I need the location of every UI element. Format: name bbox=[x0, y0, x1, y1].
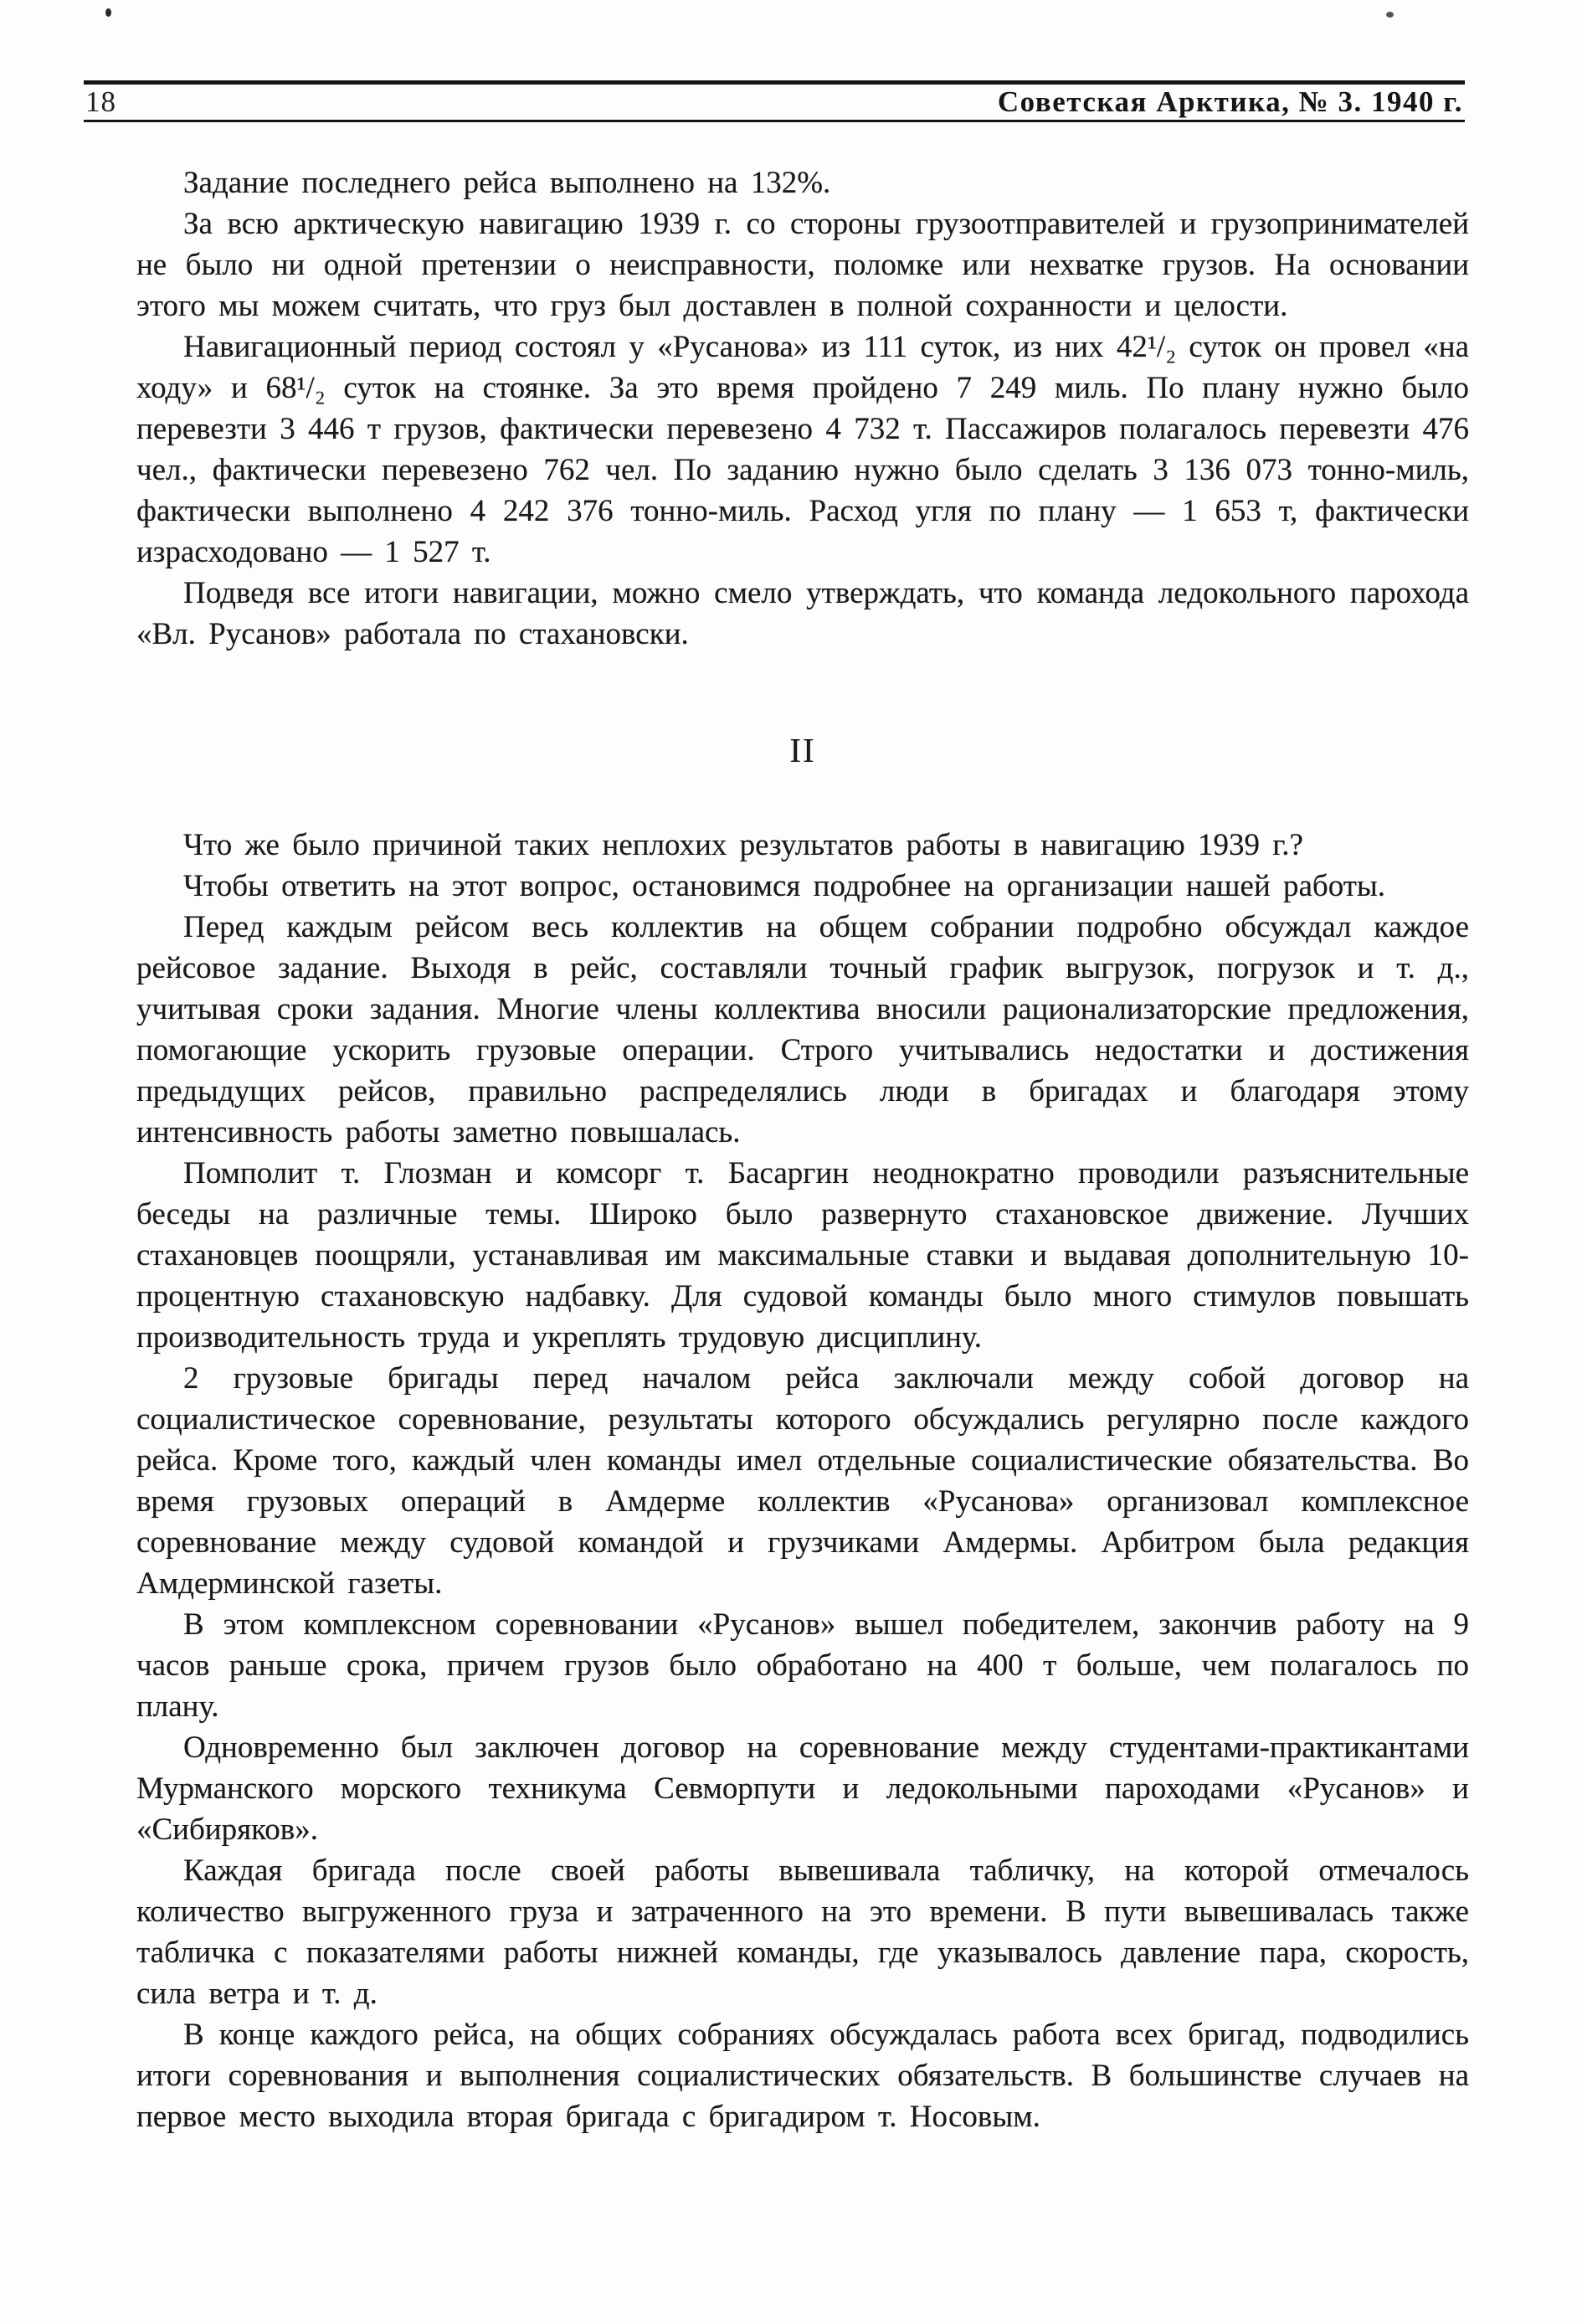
paragraph: Каждая бригада после своей работы вывешивала табличку, на которой отмечалось количество выгруженного груза и затраченного на это времени. В пути вывешивалась также табличка с показателями работы нижней команды, где указывалось давление пара, скорость, сила ветра и т. д. bbox=[136, 1854, 1469, 2011]
section-heading: II bbox=[789, 731, 816, 769]
article-body bbox=[136, 162, 1469, 2137]
paragraph: Навигационный период состоял у «Русанова» из 111 суток, из них 42¹/₂ суток он провел «на ходу» и 68¹/₂ суток на стоянке. За это время пройдено 7 249 миль. По плану нужно было перевезти 3 446 т грузов, фактически перевезено 4 732 т. Пассажиров полагалось перевезти 476 чел., фактически перевезено 762 чел. По заданию нужно было сделать 3 136 073 тонно-миль, фактически выполнено 4 242 376 тонно-миль. Расход угля по плану — 1 653 т, фактически израсходовано — 1 527 т. bbox=[136, 330, 1469, 569]
paragraph: В этом комплексном соревновании «Русанов» вышел победителем, закончив работу на 9 часов раньше срока, причем грузов было обработано на 400 т больше, чем полагалось по плану. bbox=[136, 1607, 1469, 1724]
scan-artifact bbox=[105, 8, 111, 17]
paragraph: Помполит т. Глозман и комсорг т. Басаргин неоднократно проводили разъяснительные беседы на различные темы. Широко было развернуто стахановское движение. Лучших стахановцев поощряли, устанавливая им максимальные ставки и выдавая дополнительную 10-процентную стахановскую надбавку. Для судовой команды было много стимулов повышать производительность труда и укреплять трудовую дисциплину. bbox=[136, 1156, 1469, 1355]
paragraph: Перед каждым рейсом весь коллектив на общем собрании подробно обсуждал каждое рейсовое задание. Выходя в рейс, составляли точный график выгрузок, погрузок и т. д., учитывая сроки задания. Многие члены коллектива вносили рационализаторские предложения, помогающие ускорить грузовые операции. Строго учитывались недостатки и достижения предыдущих рейсов, правильно распределялись люди в бригадах и благодаря этому интенсивность работы заметно повышалась. bbox=[136, 910, 1469, 1149]
page-number: 18 bbox=[85, 85, 116, 118]
scan-artifact bbox=[1386, 12, 1394, 18]
header-row bbox=[84, 85, 1465, 120]
paragraph: Одновременно был заключен договор на соревнование между студентами-практикантами Мурманского морского техникума Севморпути и ледокольными пароходами «Русанов» и «Сибиряков». bbox=[136, 1730, 1469, 1847]
header-bottom-rule bbox=[84, 120, 1465, 122]
paragraph: Что же было причиной таких неплохих результатов работы в навигацию 1939 г.? bbox=[183, 828, 1303, 862]
paragraph: За всю арктическую навигацию 1939 г. со стороны грузоотправителей и грузопринимателей не было ни одной претензии о неисправности, поломке или нехватке грузов. На основании этого мы можем считать, что груз был доставлен в полной сохранности и целости. bbox=[136, 207, 1469, 323]
page-header bbox=[84, 80, 1465, 122]
paragraph: Задание последнего рейса выполнено на 132%. bbox=[183, 166, 831, 200]
paragraph: Чтобы ответить на этот вопрос, остановимся подробнее на организации нашей работы. bbox=[183, 869, 1386, 903]
paragraph: Подведя все итоги навигации, можно смело утверждать, что команда ледокольного парохода «Вл. Русанов» работала по стахановски. bbox=[136, 576, 1469, 651]
journal-title: Советская Арктика, № 3. 1940 г. bbox=[997, 85, 1463, 118]
paragraph: В конце каждого рейса, на общих собраниях обсуждалась работа всех бригад, подводились итоги соревнования и выполнения социалистических обязательств. В большинстве случаев на первое место выходила вторая бригада с бригадиром т. Носовым. bbox=[136, 2018, 1469, 2134]
paragraph: 2 грузовые бригады перед началом рейса заключали между собой договор на социалистическое соревнование, результаты которого обсуждались регулярно после каждого рейса. Кроме того, каждый член команды имел отдельные социалистические обязательства. Во время грузовых операций в Амдерме коллектив «Русанова» организовал комплексное соревнование между судовой командой и грузчиками Амдермы. Арбитром была редакция Амдерминской газеты. bbox=[136, 1361, 1469, 1601]
